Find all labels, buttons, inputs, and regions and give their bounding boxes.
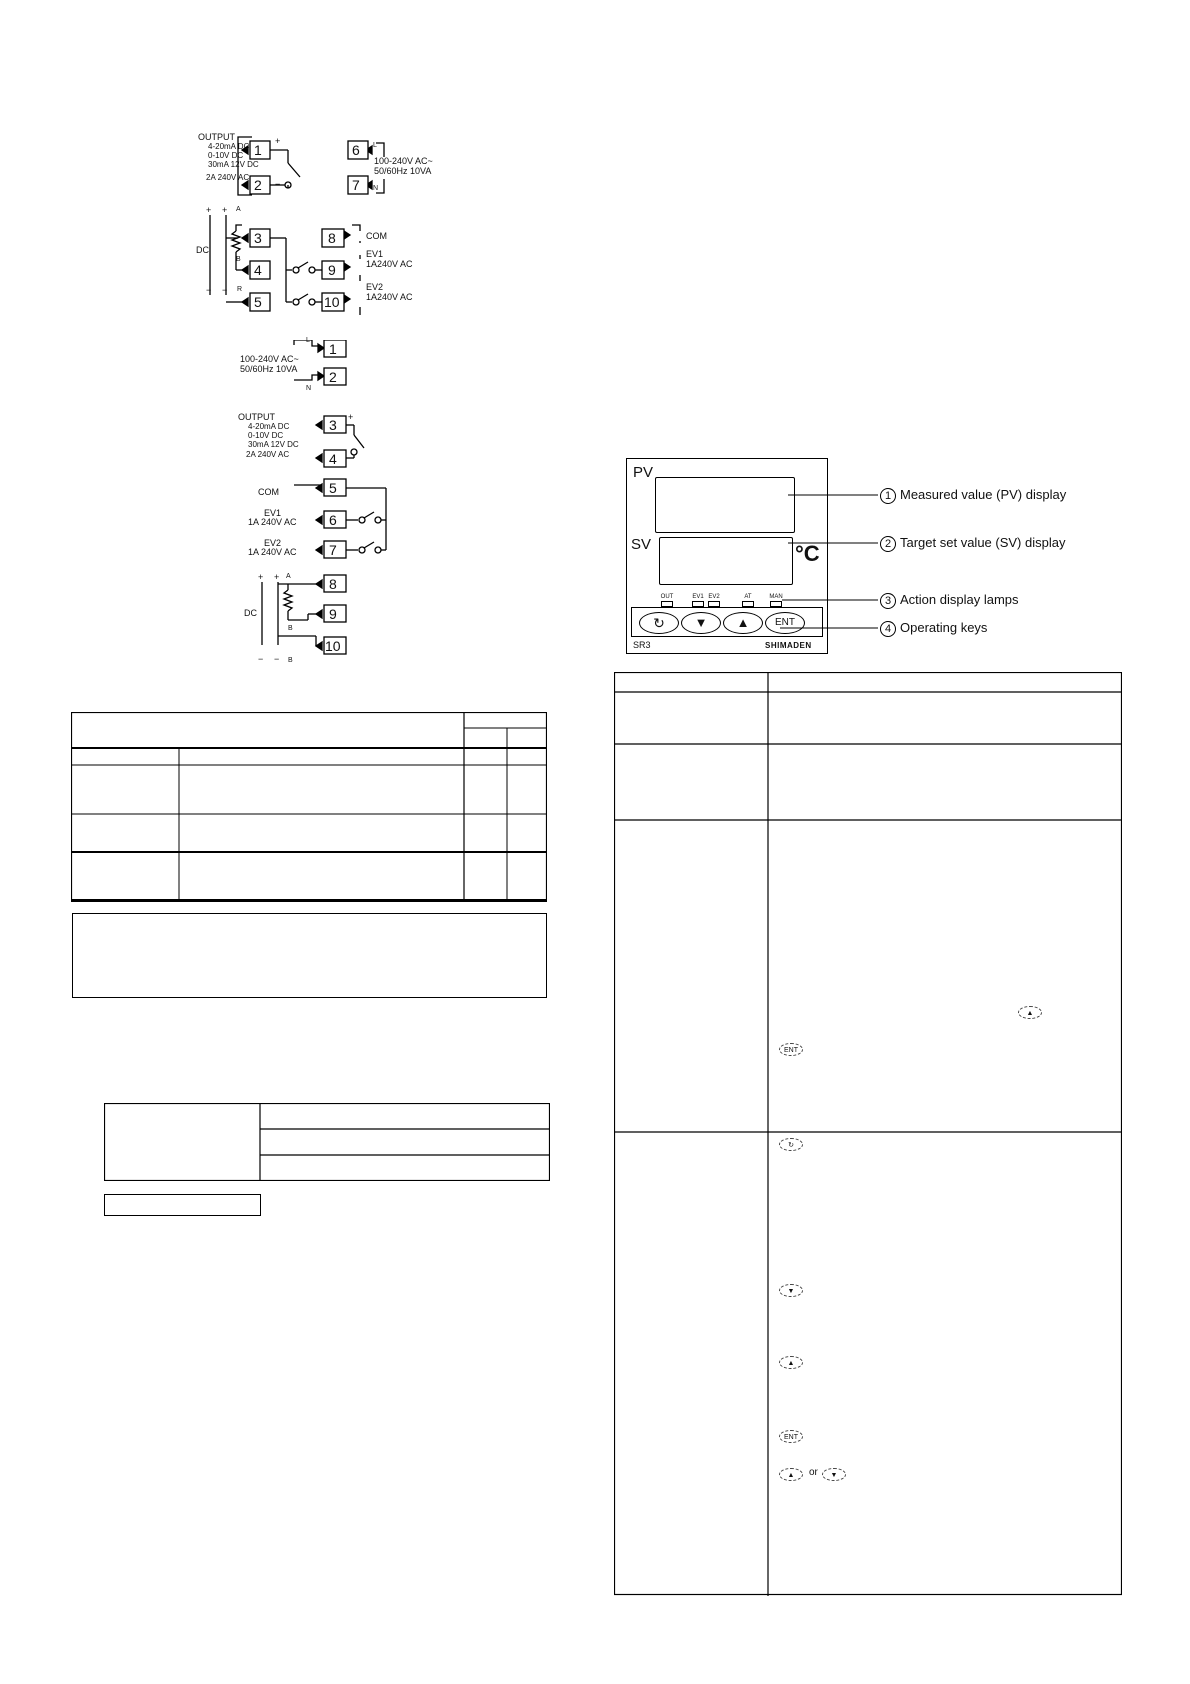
small-table [104,1103,550,1181]
wiring-diagram-bottom [238,337,420,670]
terminal-7: 7 [352,177,360,193]
lamp-ev1 [691,594,705,607]
callout-4-text: Operating keys [900,620,988,635]
b-output-label: OUTPUT [238,412,275,422]
callout-2-text: Target set value (SV) display [900,535,1066,550]
b-dc-minus-2: − [274,654,280,664]
b-output-plus: + [348,412,354,422]
b-ev2-label: EV2 [264,538,282,548]
spec-table-grid [71,712,547,902]
b-power-spec-1: 100-240V AC~ [240,354,299,364]
callout-1 [880,487,1066,504]
b-output-spec-4: 2A 240V AC [246,450,290,459]
b-dc-label: DC [244,608,257,618]
in-b: B [236,256,241,263]
down-key-icon-1: ▼ [779,1284,803,1297]
b-ev1-rating: 1A 240V AC [248,517,297,527]
callout-3 [880,592,1019,609]
note-box [72,913,547,998]
power-spec-1: 100-240V AC~ [374,156,433,166]
brand-label: SHIMADEN [765,641,812,650]
in-a: A [236,206,241,213]
terminal-8: 8 [328,230,336,246]
callout-leaders [780,490,890,640]
b-terminal-3: 3 [329,417,337,433]
sv-display [659,537,793,585]
b-power-n: N [306,385,312,392]
output-spec-4: 2A 240V AC [206,173,250,182]
b-output-spec-1: 4-20mA DC [248,422,290,431]
output-label: OUTPUT [198,132,235,142]
b-ev1-label: EV1 [264,508,282,518]
output-plus: + [275,136,281,146]
or-label: or [809,1467,818,1478]
b-power-spec-2: 50/60Hz 10VA [240,364,298,374]
b-dc-plus-2: + [274,572,280,582]
b-output-spec-2: 0-10V DC [248,431,284,440]
pv-display [655,477,795,533]
b-in-b2: B [288,657,293,664]
ent-key-icon-1: ENT [779,1043,803,1056]
dc-label: DC [196,245,209,255]
b-terminal-9: 9 [329,606,337,622]
output-spec-2: 0-10V DC [208,151,244,160]
b-terminal-5: 5 [329,480,337,496]
terminal-4: 4 [254,262,262,278]
power-spec-2: 50/60Hz 10VA [374,166,432,176]
dc-plus-2: + [222,205,228,215]
ev1-label: EV1 [366,249,384,259]
unit-label: °C [795,541,820,566]
b-terminal-8: 8 [329,576,337,592]
key-cycle-button[interactable]: ↻ [639,612,679,634]
lamp-out [660,594,674,607]
b-terminal-6: 6 [329,512,337,528]
ev2-rating: 1A240V AC [366,292,413,302]
b-terminal-1: 1 [329,341,337,357]
terminal-2: 2 [254,177,262,193]
down-key-icon-2: ▼ [822,1468,846,1481]
b-in-b: B [288,625,293,632]
output-spec-3: 30mA 12V DC [208,160,259,169]
spec-table [71,712,547,902]
dc-minus-2: − [222,285,228,295]
sv-label: SV [631,536,652,553]
power-n: N [373,185,379,192]
lamp-ev2-label: EV2 [708,594,720,600]
b-output-spec-3: 30mA 12V DC [248,440,299,449]
key-ent-button[interactable]: ENT [765,612,805,634]
terminal-6: 6 [352,142,360,158]
lamp-at-label: AT [744,594,752,600]
ent-key-icon-2: ENT [779,1430,803,1443]
terminal-1: 1 [254,142,262,158]
b-terminal-7: 7 [329,542,337,558]
callout-2 [880,535,1065,552]
b-com-label: COM [258,487,279,497]
power-l: L [373,142,377,149]
callout-4 [880,620,987,637]
terminal-3: 3 [254,230,262,246]
b-terminal-4: 4 [329,451,337,467]
lamp-ev1-label: EV1 [692,594,704,600]
dc-minus-1: − [206,285,212,295]
b-power-l: L [306,337,310,344]
ev1-rating: 1A240V AC [366,259,413,269]
small-label-box [104,1194,261,1216]
up-key-icon-2: ▲ [779,1356,803,1369]
model-label: SR3 [633,640,651,650]
lamp-at [741,594,755,607]
up-key-icon-3: ▲ [779,1468,803,1481]
key-down-button[interactable]: ▼ [681,612,721,634]
pv-label: PV [633,464,654,481]
b-terminal-10: 10 [325,638,341,654]
terminal-5: 5 [254,294,262,310]
in-r: R [237,286,243,293]
b-ev2-rating: 1A 240V AC [248,547,297,557]
description-table-grid [614,672,1122,1596]
cycle-key-icon: ↻ [779,1138,803,1151]
b-terminal-2: 2 [329,369,337,385]
com-label: COM [366,231,387,241]
small-table-grid [104,1103,550,1181]
callout-4-number: 4 [880,621,896,637]
key-up-button[interactable]: ▲ [723,612,763,634]
up-key-icon-1: ▲ [1018,1006,1042,1019]
lamp-out-label: OUT [660,594,674,600]
b-dc-minus-1: − [258,654,264,664]
callout-1-text: Measured value (PV) display [900,487,1067,502]
terminal-10: 10 [324,294,340,310]
wiring-diagram-top [180,132,480,320]
callout-3-number: 3 [880,593,896,609]
b-dc-plus-1: + [258,572,264,582]
output-spec-1: 4-20mA DC [208,142,250,151]
output-minus: − [275,179,281,189]
b-in-a: A [286,573,291,580]
callout-2-number: 2 [880,536,896,552]
terminal-9: 9 [328,262,336,278]
description-table [614,672,1122,1596]
dc-plus-1: + [206,205,212,215]
ev2-label: EV2 [366,282,384,292]
lamp-ev2 [707,594,721,607]
callout-1-number: 1 [880,488,896,504]
callout-3-text: Action display lamps [900,592,1019,607]
lamp-man-label: MAN [769,594,783,600]
